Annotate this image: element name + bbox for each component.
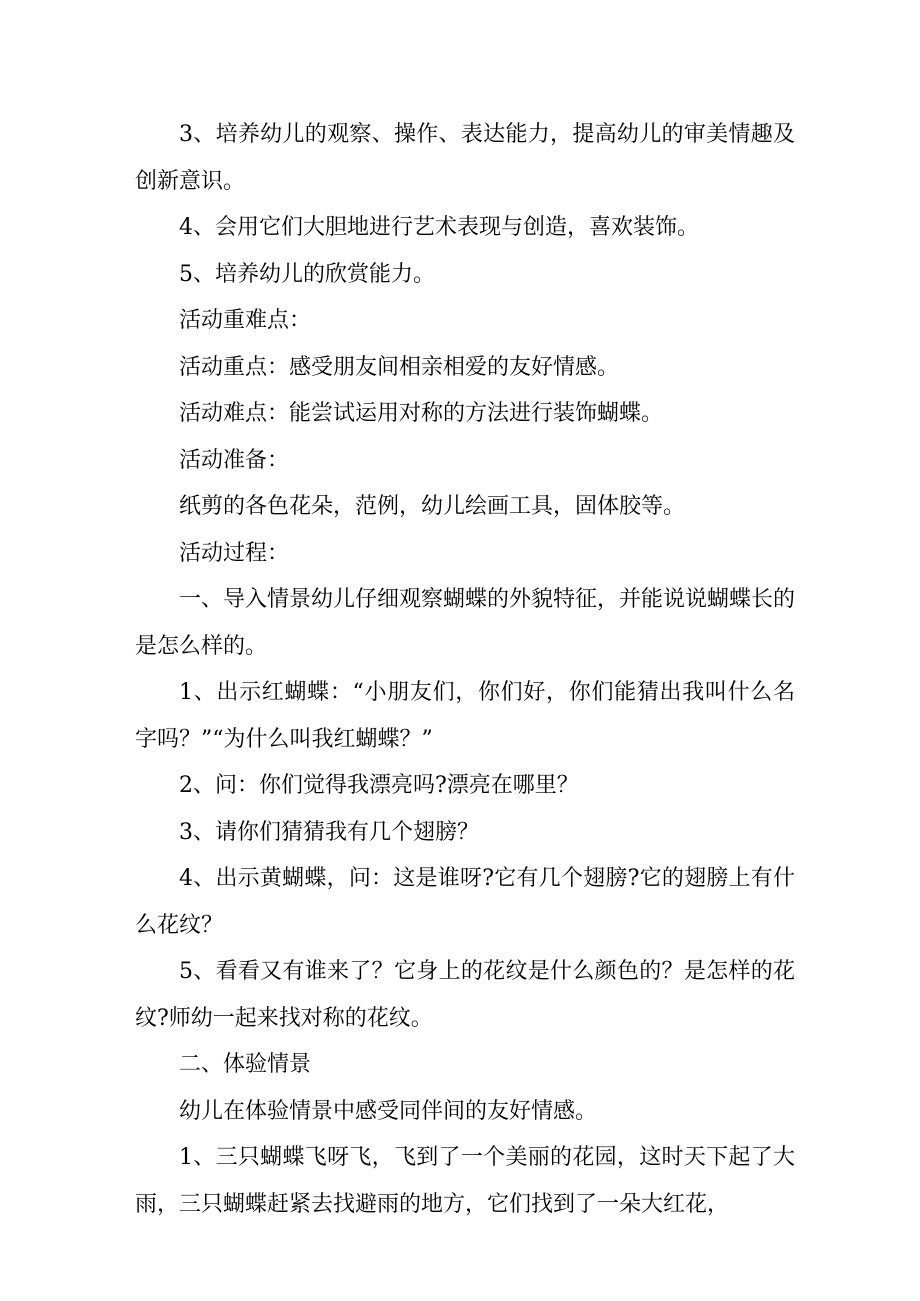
- paragraph-preparation: 纸剪的各色花朵，范例，幼儿绘画工具，固体胶等。: [179, 494, 686, 519]
- paragraph-difficult-point: 活动难点：能尝试运用对称的方法进行装饰蝴蝶。: [179, 401, 664, 426]
- paragraph-key-point: 活动重点：感受朋友间相亲相爱的友好情感。: [179, 354, 620, 380]
- paragraph-step-one-1: 1、出示红蝴蝶：“小朋友们，你们好，你们能猜出我叫什么名字吗？”“为什么叫我红蝴蝶？”: [135, 680, 795, 752]
- heading-step-two: 二、体验情景: [179, 1052, 312, 1077]
- paragraph-step-two-intro: 幼儿在体验情景中感受同伴间的友好情感。: [179, 1098, 598, 1124]
- paragraph-step-one-3: 3、请你们猜猜我有几个翅膀？: [179, 819, 479, 845]
- paragraph-step-one: 一、导入情景幼儿仔细观察蝴蝶的外貌特征，并能说说蝴蝶长的是怎么样的。: [135, 587, 796, 659]
- heading-preparation: 活动准备：: [179, 447, 290, 473]
- paragraph-goal-3: 3、培养幼儿的观察、操作、表达能力，提高幼儿的审美情趣及创新意识。: [135, 122, 795, 194]
- paragraph-step-one-2: 2、问：你们觉得我漂亮吗?漂亮在哪里？: [179, 773, 579, 798]
- paragraph-step-two-1: 1、三只蝴蝶飞呀飞，飞到了一个美丽的花园，这时天下起了大雨，三只蝴蝶赶紧去找避雨的地方，它们找到了一朵大红花，: [135, 1145, 795, 1217]
- heading-key-difficult-points: 活动重难点：: [179, 308, 312, 333]
- paragraph-goal-4: 4、会用它们大胆地进行艺术表现与创造，喜欢装饰。: [179, 215, 699, 240]
- paragraph-step-one-5: 5、看看又有谁来了？它身上的花纹是什么颜色的？是怎样的花纹?师幼一起来找对称的花纹。: [135, 959, 795, 1031]
- document-body: [135, 112, 795, 1228]
- paragraph-goal-5: 5、培养幼儿的欣赏能力。: [179, 261, 435, 287]
- heading-process: 活动过程：: [179, 540, 290, 566]
- paragraph-step-one-4: 4、出示黄蝴蝶，问：这是谁呀?它有几个翅膀?它的翅膀上有什么花纹？: [135, 866, 795, 938]
